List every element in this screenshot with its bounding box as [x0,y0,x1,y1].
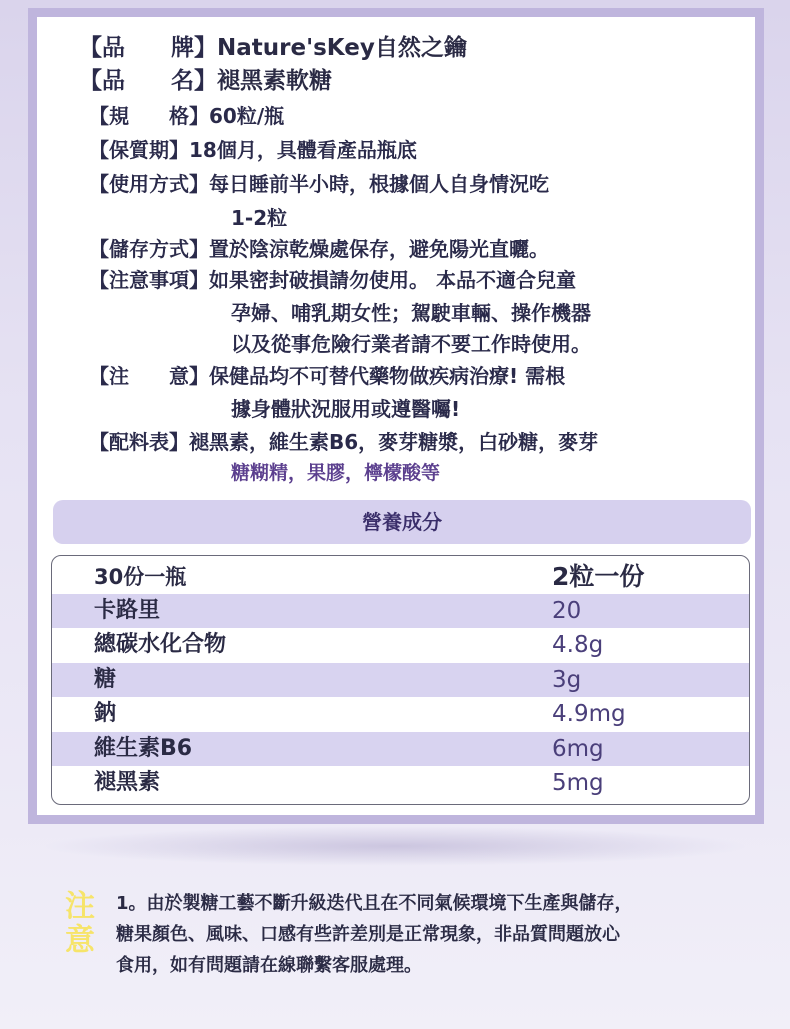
note-line-1: 1。由於製糖工藝不斷升級迭代且在不同氣候環境下生產與儲存， [116,893,633,914]
nutrition-title: 營養成分 [362,510,442,534]
note-mark [63,890,97,958]
spec-value: 60粒/瓶 [209,104,285,128]
product-info-frame [28,8,764,824]
nutrition-header-row [52,560,749,594]
nutrient-name: 褪黑素 [94,770,161,795]
nutrient-value: 5mg [552,770,604,796]
spec-key: 【規 格】 [89,104,209,128]
name-key: 【品 名】 [79,68,217,94]
brand-row [79,35,467,61]
caution-continued-1: 孕婦、哺乳期女性；駕駛車輛、操作機器 [231,301,591,325]
table-row [52,697,749,731]
nutrient-value: 20 [552,598,582,624]
table-row [52,628,749,662]
note-mark-char-1: 注 [65,889,95,924]
notice-continued: 據身體狀況服用或遵醫囑! [231,397,461,421]
panel-shadow [40,826,750,866]
nutrient-value: 4.8g [552,632,604,658]
product-info-panel [37,17,755,815]
name-value: 褪黑素軟糖 [217,68,332,94]
note-line-2: 糖果顏色、風味、口感有些許差別是正常現象，非品質問題放心 [116,924,620,945]
caution-continued-2: 以及從事危險行業者請不要工作時使用。 [231,332,591,356]
nutrient-value: 3g [552,667,582,693]
usage-row [89,171,549,197]
note-mark-char-2: 意 [65,923,95,958]
note-line-3: 食用，如有問題請在線聯繫客服處理。 [116,955,422,976]
spec-row [89,103,284,129]
notice-row [89,363,565,389]
table-row [52,663,749,697]
shelf-life-value: 18個月，具體看產品瓶底 [189,138,417,162]
usage-key: 【使用方式】 [89,172,209,196]
nutrient-value: 6mg [552,736,604,762]
nutrient-name: 鈉 [94,701,117,726]
servings-per-bottle: 30份一瓶 [94,565,187,589]
table-row [52,766,749,800]
storage-key: 【儲存方式】 [89,237,209,261]
ingredients-key: 【配料表】 [89,430,189,454]
usage-continued: 1-2粒 [231,206,288,230]
caution-key: 【注意事項】 [89,268,209,292]
ingredients-row [89,429,598,455]
nutrition-table [51,555,750,805]
ingredients-value: 褪黑素，維生素B6，麥芽糖漿，白砂糖，麥芽 [189,430,599,454]
name-row [79,68,332,94]
caution-row [89,267,576,293]
shelf-life-key: 【保質期】 [89,138,189,162]
storage-value: 置於陰涼乾燥處保存，避免陽光直曬。 [209,237,549,261]
notice-value: 保健品均不可替代藥物做疾病治療! 需根 [209,364,566,388]
brand-key: 【品 牌】 [79,35,217,61]
serving-size: 2粒一份 [552,562,645,591]
nutrient-name: 維生素B6 [94,736,193,761]
nutrition-title-bar [53,500,751,544]
nutrient-name: 糖 [94,667,117,692]
usage-value: 每日睡前半小時，根據個人自身情況吃 [209,172,549,196]
caution-value: 如果密封破損請勿使用。 本品不適合兒童 [209,268,576,292]
ingredients-continued: 糖糊精，果膠，檸檬酸等 [231,462,441,484]
shelf-life-row [89,137,417,163]
brand-value: Nature'sKey自然之鑰 [217,35,467,61]
notice-key: 【注 意】 [89,364,209,388]
nutrient-value: 4.9mg [552,701,626,727]
table-row [52,594,749,628]
storage-row [89,236,549,262]
nutrient-name: 總碳水化合物 [94,632,227,657]
table-row [52,732,749,766]
nutrient-name: 卡路里 [94,598,161,623]
